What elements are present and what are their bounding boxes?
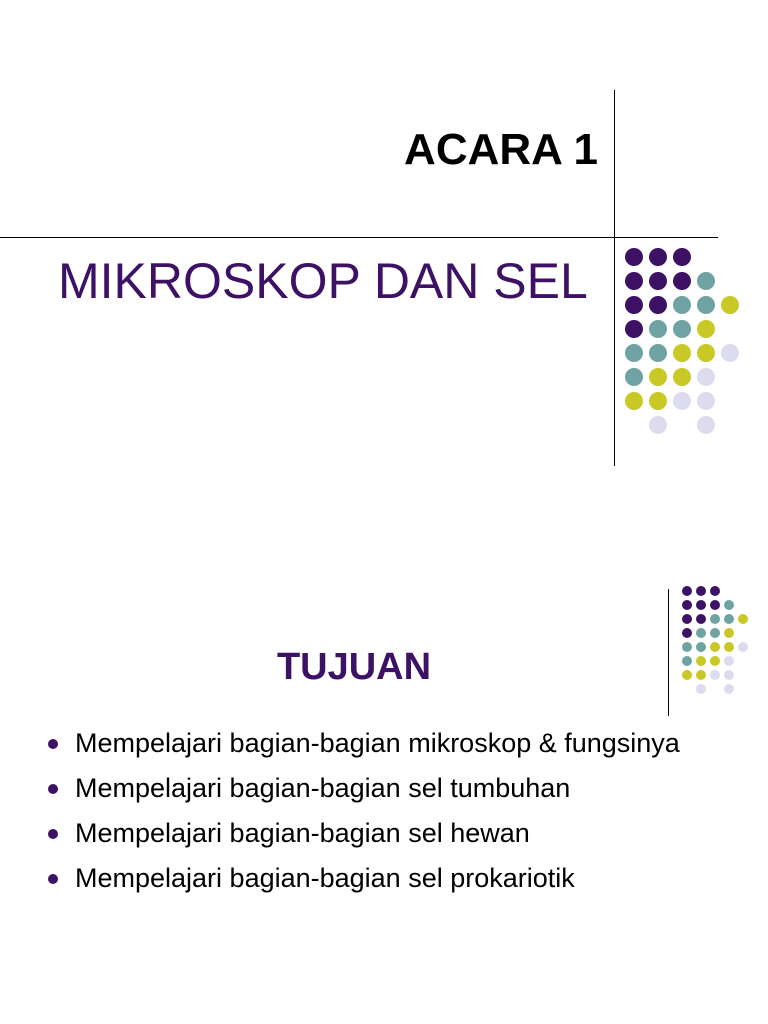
decorative-dot bbox=[696, 614, 706, 624]
decorative-dot bbox=[724, 628, 734, 638]
decorative-dot bbox=[649, 320, 667, 338]
decorative-dot bbox=[673, 296, 691, 314]
decorative-dot bbox=[696, 586, 706, 596]
decorative-dot bbox=[625, 368, 643, 386]
decorative-dot bbox=[724, 656, 734, 666]
bullet-icon bbox=[48, 829, 58, 839]
decorative-dot bbox=[697, 272, 715, 290]
list-item bbox=[48, 727, 688, 759]
list-item-text: Mempelajari bagian-bagian sel hewan bbox=[75, 818, 530, 848]
decorative-dot bbox=[673, 272, 691, 290]
decorative-dot bbox=[625, 344, 643, 362]
objectives-list bbox=[48, 727, 688, 907]
bullet-icon bbox=[48, 784, 58, 794]
decorative-dot bbox=[697, 368, 715, 386]
decorative-dot bbox=[697, 416, 715, 434]
slide-vertical-divider bbox=[614, 90, 615, 466]
decorative-dot bbox=[710, 628, 720, 638]
slide-subtitle: ACARA 1 bbox=[404, 125, 598, 174]
decorative-dot bbox=[710, 586, 720, 596]
list-item-text: Mempelajari bagian-bagian mikroskop & fungsinya bbox=[75, 728, 680, 758]
decorative-dot bbox=[710, 656, 720, 666]
slide-title: MIKROSKOP DAN SEL bbox=[58, 253, 588, 309]
title-slide bbox=[0, 0, 768, 500]
decorative-dot bbox=[721, 296, 739, 314]
decorative-dot bbox=[649, 272, 667, 290]
decorative-dot bbox=[724, 684, 734, 694]
decorative-dot bbox=[710, 670, 720, 680]
decorative-dot bbox=[682, 586, 692, 596]
decorative-dot bbox=[710, 600, 720, 610]
decorative-dot bbox=[682, 600, 692, 610]
decorative-dot bbox=[710, 614, 720, 624]
decorative-dot bbox=[682, 614, 692, 624]
decorative-dot bbox=[625, 392, 643, 410]
decorative-dot bbox=[649, 344, 667, 362]
decorative-dot bbox=[696, 600, 706, 610]
decorative-dot bbox=[625, 320, 643, 338]
list-item bbox=[48, 862, 688, 894]
decorative-dot bbox=[721, 344, 739, 362]
decorative-dot bbox=[649, 248, 667, 266]
list-item bbox=[48, 772, 688, 804]
bullet-icon bbox=[48, 739, 58, 749]
decorative-dot bbox=[682, 628, 692, 638]
list-item bbox=[48, 817, 688, 849]
decorative-dot bbox=[710, 642, 720, 652]
section-heading: TUJUAN bbox=[276, 646, 432, 688]
objectives-slide bbox=[0, 500, 768, 1024]
decorative-dot bbox=[649, 416, 667, 434]
decorative-dot bbox=[696, 628, 706, 638]
decorative-dot bbox=[673, 392, 691, 410]
decorative-dot bbox=[673, 320, 691, 338]
decorative-dot bbox=[724, 670, 734, 680]
decorative-dot bbox=[724, 614, 734, 624]
decorative-dot bbox=[625, 248, 643, 266]
decorative-dot-grid bbox=[625, 248, 745, 438]
decorative-dot bbox=[673, 248, 691, 266]
decorative-dot bbox=[625, 272, 643, 290]
list-item-text: Mempelajari bagian-bagian sel tumbuhan bbox=[75, 773, 571, 803]
decorative-dot bbox=[697, 392, 715, 410]
decorative-dot bbox=[697, 344, 715, 362]
decorative-dot bbox=[724, 642, 734, 652]
decorative-dot bbox=[738, 614, 748, 624]
list-item-text: Mempelajari bagian-bagian sel prokariotik bbox=[75, 863, 575, 893]
decorative-dot bbox=[625, 296, 643, 314]
slide-horizontal-divider bbox=[0, 237, 718, 238]
decorative-dot bbox=[724, 600, 734, 610]
decorative-dot bbox=[697, 296, 715, 314]
decorative-dot bbox=[738, 642, 748, 652]
decorative-dot bbox=[649, 392, 667, 410]
decorative-dot bbox=[649, 296, 667, 314]
bullet-icon bbox=[48, 874, 58, 884]
decorative-dot bbox=[673, 344, 691, 362]
decorative-dot bbox=[697, 320, 715, 338]
decorative-dot bbox=[649, 368, 667, 386]
decorative-dot bbox=[673, 368, 691, 386]
